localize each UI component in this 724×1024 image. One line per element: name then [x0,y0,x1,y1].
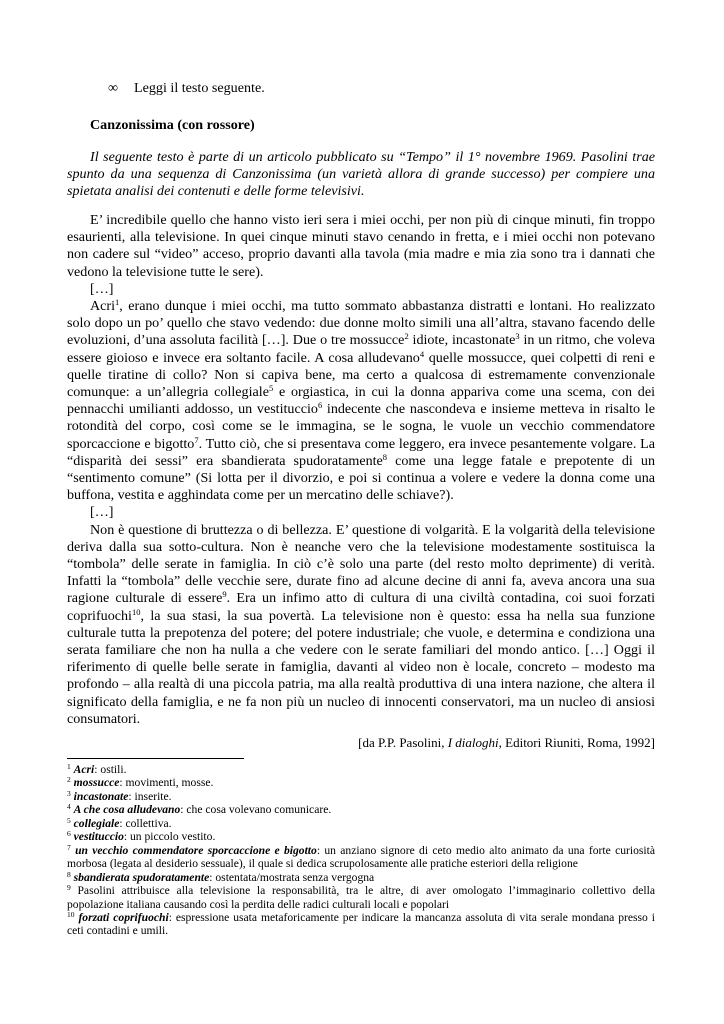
footnote-ref-6: 6 [317,400,323,411]
footnote-4: $^4$ A che cosa alludevano: che cosa volevano comunicare. [67,802,332,817]
footnote-2: $^2$ mossucce: movimenti, mosse. [67,775,214,790]
paragraph-1: E’ incredibile quello che hanno visto ieri sera i miei occhi, per non più di cinque minuti, fin troppo esaurienti, alla televisione. In quei cinque minuti stavo cenando in fretta, e i miei occhi non potevano non cadere sul “video” acceso, proprio davanti alla tavola (mia madre e mia zia sono tra i dannati che vedono la televisione tutte le sere). [67,212,655,280]
footnote-ref-1: 1 [115,297,120,308]
article-body [67,212,655,728]
intro-paragraph: Il seguente testo è parte di un articolo pubblicato su “Tempo” il 1° novembre 1969. Pasolini trae spunto da una sequenza di Canzonissima (un varietà allora di grande successo) per compiere una spietata analisi dei contenuti e delle forme televisivi. [67,149,655,200]
instruction-text: Leggi il testo seguente. [134,80,265,96]
footnote-ref-8: 8 [382,451,388,462]
footnote-ref-9: 9 [222,589,227,600]
footnote-ref-7: 7 [194,434,199,445]
footnote-10: $^{10}$ forzati coprifuochi: espressione usata metaforicamente per indicare la mancanza assoluta di vita serale mondana presso i ceti contadini e umili. [67,909,656,938]
paragraph-2: Acri$^1$, erano dunque i miei occhi, ma tutto sommato abbastanza distratti e lontani. Ho realizzato solo dopo un po’ quello che stavo vedendo: due donne molto simili una all’altra, stavano facendo delle evoluzioni, d’una assoluta facilità […]. Due o tre mossucce$^2$ idiote, incastonate$^3$ in un ritmo, che voleva essere gioioso e invece era soltanto facile. A cosa alludevano$^4$ quelle mossucce, quei colpetti di reni e quelle tiratine di collo? Non si capiva bene, ma certo a qualcosa di estremamente convenzionale comunque: a un’allegria collegiale$^5$ e orgiastica, in cui la donna appariva come una scema, con dei pennacchi umilianti addosso, un vestituccio$^6$ indecente che nascondeva e insieme metteva in risalto le rotondità del corpo, così come se le immagina, se le sogna, le vuole un vecchio commendatore sporcaccione e bigotto$^7$. Tutto ciò, che si presentava come leggero, era invece pesantemente volgare. La “disparità dei sessi” era sbandierata spudoratamente$^8$ come una legge fatale e prepotente di un “sentimento comune” (Si lotta per il divorzio, e poi si continua a volere e vedere la donna come una buffona, vestita e agghindata come per un mercatino delle schiave?). [67,297,656,504]
footnote-5: $^5$ collegiale: collettiva. [67,815,172,830]
ellipsis-2: […] [90,504,114,521]
instruction-line [108,80,265,97]
ellipsis-1: […] [90,280,114,297]
footnotes [67,763,655,938]
footnote-ref-4: 4 [419,348,425,359]
paragraph-3: Non è questione di bruttezza o di bellezza. E’ questione di volgarità. E la volgarità della televisione deriva dalla sua sotto-cultura. Non è neanche vero che la televisione modestamente sostituisca la “tombola” delle serate in famiglia. In ciò c’è solo una parte (del resto molto deprimente) di verità. Infatti la “tombola” delle vecchie sere, durate fino ad alcune decine di anni fa, aveva ancora una sua ragione culturale di essere$^9$. Era un infimo atto di cultura di una civiltà contadina, coi suoi forzati coprifuochi$^{10}$, la sua stasi, la sua povertà. La televisione non è questo: essa ha nella sua funzione culturale tutta la prepotenza del potere; del potere industriale; che vuole, e determina e condiziona una serata familiare che non ha nulla a che vedere con le serate familiari del mondo antico. […] Oggi il riferimento di quelle belle serate in famiglia, davanti al video non è locale, concreto – modesto ma profondo – alla realtà di una piccola patria, ma alla realtà produttiva di una intera nazione, che altera il significato della famiglia, e ne fa non più un nucleo di innocenti conservatori, ma un nucleo di ansiosi consumatori. [67,521,655,727]
text-title: Canzonissima (con rossore) [90,117,255,133]
source-citation: [da P.P. Pasolini, I dialoghi, Editori Riuniti, Roma, 1992] [358,735,655,750]
footnote-3: $^3$ incastonate: inserite. [67,788,172,803]
footnote-ref-3: 3 [515,331,520,342]
footnote-6: $^6$ vestituccio: un piccolo vestito. [67,829,216,844]
footnote-9: $^9$ Pasolini attribuisce alla televisione la responsabilità, tra le altre, di aver omologato l’immaginario collettivo della popolazione italiana causando così la perdita delle radici culturali locali e popolari [67,883,655,911]
footnote-7: $^7$ un vecchio commendatore sporcaccione e bigotto: un anziano signore di ceto medio alto animato da una forte curiosità morbosa (legata al desiderio sessuale), il quale si dedica scrupolosamente alle pratiche esteriori della religione [67,842,655,871]
footnote-8: $^8$ sbandierata spudoratamente: ostentata/mostrata senza vergogna [67,869,375,884]
footnote-1: $^1$ Acri: ostili. [67,762,127,776]
footnote-ref-10: 10 [131,606,141,617]
footnote-divider [67,758,244,759]
infinity-symbol-icon: ∞ [108,80,119,96]
footnote-ref-2: 2 [404,331,409,342]
footnote-ref-5: 5 [268,383,274,394]
